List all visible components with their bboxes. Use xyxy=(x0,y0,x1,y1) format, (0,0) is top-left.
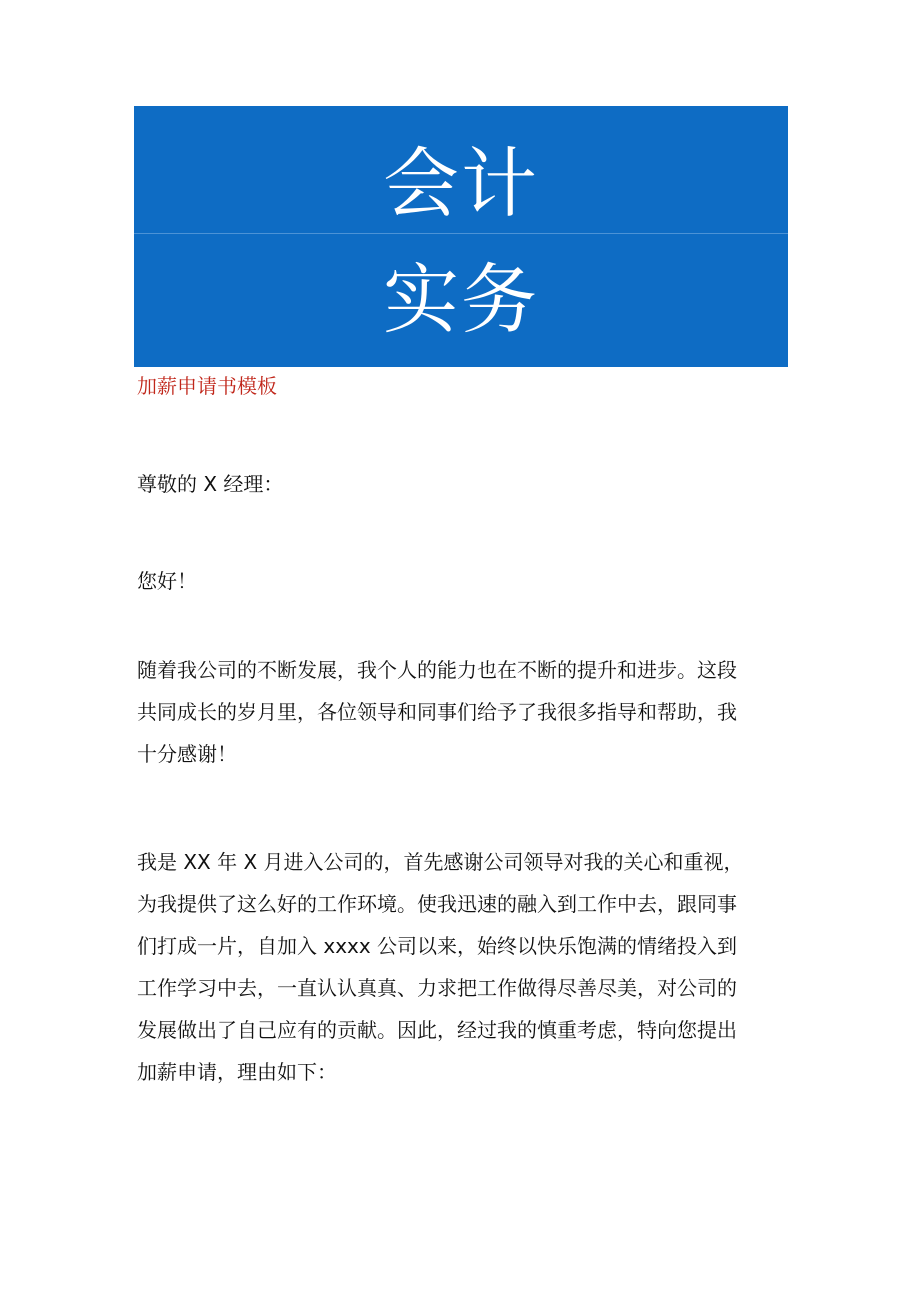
paragraph-2-line: 发展做出了自己应有的贡献。因此，经过我的慎重考虑，特向您提出 xyxy=(137,1018,737,1042)
paragraph-2 xyxy=(137,845,797,1090)
paragraph-1 xyxy=(137,653,797,772)
document-title: 加薪申请书模板 xyxy=(137,374,277,398)
banner-title-line-1: 会计 xyxy=(383,139,539,228)
paragraph-2-line: 们打成一片，自加入 xxxx 公司以来，始终以快乐饱满的情绪投入到 xyxy=(137,934,738,958)
paragraph-2-line: 我是 XX 年 X 月进入公司的，首先感谢公司领导对我的关心和重视， xyxy=(137,850,744,874)
paragraph-1-line: 共同成长的岁月里，各位领导和同事们给予了我很多指导和帮助，我 xyxy=(137,700,737,724)
paragraph-1-line: 随着我公司的不断发展，我个人的能力也在不断的提升和进步。这段 xyxy=(137,658,737,682)
banner-divider xyxy=(134,233,788,234)
paragraph-2-line: 为我提供了这么好的工作环境。使我迅速的融入到工作中去，跟同事 xyxy=(137,892,737,916)
paragraph-2-line: 工作学习中去，一直认认真真、力求把工作做得尽善尽美，对公司的 xyxy=(137,976,737,1000)
banner-title-line-2: 实务 xyxy=(383,255,539,344)
paragraph-1-line: 十分感谢！ xyxy=(137,742,237,766)
salutation: 尊敬的 X 经理： xyxy=(137,472,284,496)
greeting: 您好！ xyxy=(137,569,197,593)
paragraph-2-line: 加薪申请，理由如下： xyxy=(137,1060,337,1084)
